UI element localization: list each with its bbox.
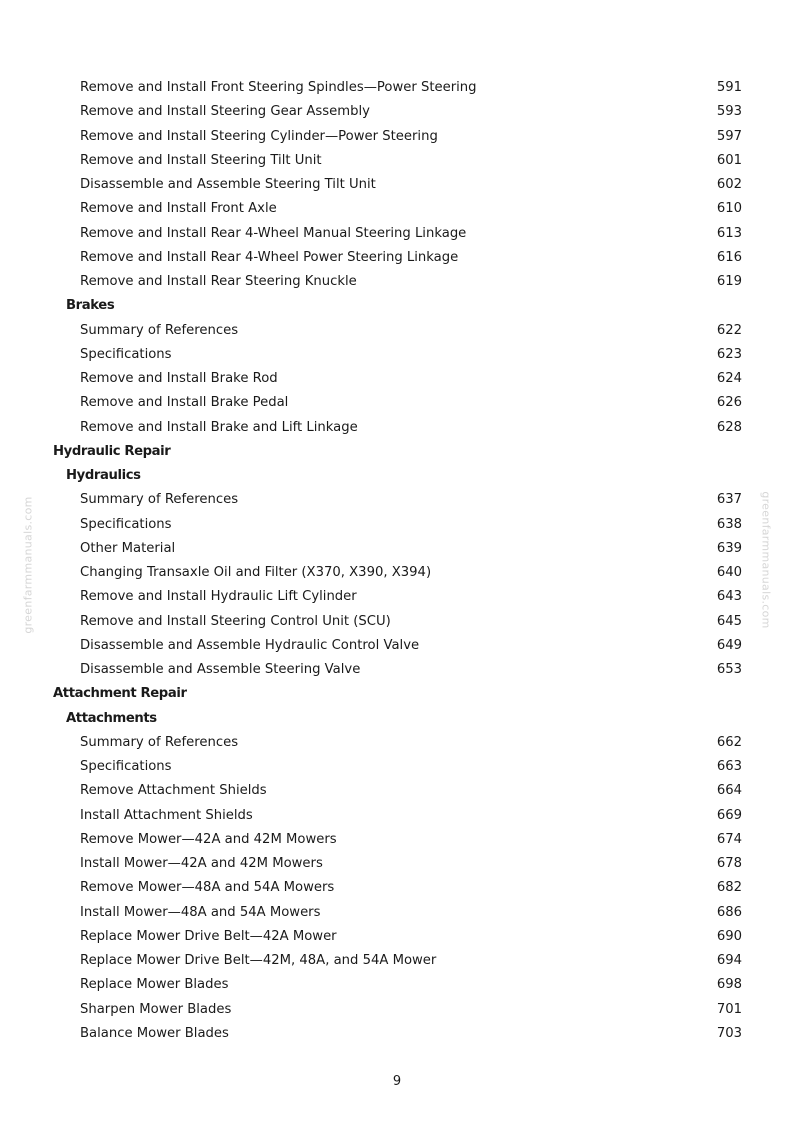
toc-entry-title: Install Attachment Shields — [80, 807, 253, 823]
toc-entry-page: 613 — [716, 225, 742, 241]
toc-entry-title: Remove and Install Brake Rod — [80, 371, 278, 386]
toc-entry[interactable] — [0, 76, 794, 100]
toc-entry-page: 628 — [716, 419, 742, 435]
toc-entry-page: 649 — [716, 637, 742, 653]
toc-entry[interactable] — [0, 852, 794, 876]
toc-entry-page: 638 — [716, 516, 742, 532]
toc-entry-title: Changing Transaxle Oil and Filter (X370, X390, X394) — [80, 565, 432, 580]
toc-entry-title: Remove and Install Brake and Lift Linkage — [80, 419, 358, 435]
toc-entry[interactable] — [0, 828, 794, 852]
toc-entry[interactable] — [0, 731, 794, 755]
toc-entry[interactable] — [0, 876, 794, 900]
toc-entry-page: 682 — [716, 880, 742, 896]
toc-entry-page: 639 — [716, 540, 742, 556]
table-of-contents — [0, 76, 794, 1046]
toc-entry-page: 664 — [716, 783, 742, 799]
toc-entry-title: Replace Mower Drive Belt—42A Mower — [80, 928, 337, 944]
toc-entry[interactable] — [0, 561, 794, 585]
toc-entry[interactable] — [0, 125, 794, 149]
toc-entry-page: 593 — [716, 104, 742, 120]
toc-section-heading[interactable] — [0, 707, 794, 731]
toc-entry-page: 678 — [716, 856, 742, 871]
toc-entry-title: Summary of References — [80, 734, 239, 750]
toc-entry-title: Attachments — [66, 710, 157, 726]
toc-entry-title: Remove and Install Rear 4-Wheel Manual Steering Linkage — [80, 225, 467, 241]
toc-entry[interactable] — [0, 779, 794, 803]
toc-entry-title: Remove and Install Steering Gear Assembly — [80, 104, 370, 120]
toc-entry[interactable] — [0, 343, 794, 367]
toc-entry[interactable] — [0, 197, 794, 221]
toc-entry-page: 610 — [716, 201, 742, 217]
toc-entry-page: 645 — [716, 613, 742, 629]
toc-entry-title: Remove and Install Rear 4-Wheel Power Steering Linkage — [80, 249, 459, 265]
toc-entry-page: 637 — [716, 492, 742, 508]
toc-entry-title: Replace Mower Blades — [80, 977, 229, 993]
page-number: 9 — [392, 1074, 402, 1089]
toc-entry-title: Summary of References — [80, 492, 239, 508]
toc-entry-title: Sharpen Mower Blades — [80, 1001, 232, 1017]
toc-entry[interactable] — [0, 1022, 794, 1046]
toc-entry-title: Hydraulic Repair — [53, 443, 171, 459]
toc-entry-page: 616 — [716, 249, 742, 265]
toc-entry-page: 674 — [716, 831, 742, 847]
toc-entry-title: Disassemble and Assemble Hydraulic Control Valve — [80, 637, 420, 653]
toc-entry-title: Disassemble and Assemble Steering Valve — [80, 662, 361, 677]
toc-entry-title: Remove and Install Front Steering Spindles—Power Steering — [80, 80, 477, 95]
toc-entry-title: Disassemble and Assemble Steering Tilt Unit — [80, 177, 376, 192]
toc-entry-page: 701 — [716, 1001, 742, 1017]
toc-entry-title: Remove and Install Hydraulic Lift Cylinder — [80, 589, 357, 605]
toc-entry-title: Remove and Install Rear Steering Knuckle — [80, 274, 357, 289]
toc-entry[interactable] — [0, 319, 794, 343]
toc-entry-title: Install Mower—42A and 42M Mowers — [80, 856, 323, 871]
toc-entry-title: Balance Mower Blades — [80, 1025, 229, 1041]
toc-entry-title: Install Mower—48A and 54A Mowers — [80, 904, 321, 920]
watermark-right: greenfarmmanuals.com — [759, 491, 773, 629]
toc-entry-page: 690 — [716, 928, 742, 944]
toc-entry-title: Brakes — [66, 298, 115, 314]
toc-entry[interactable] — [0, 658, 794, 682]
toc-entry-title: Remove and Install Brake Pedal — [80, 395, 289, 411]
toc-entry-title: Replace Mower Drive Belt—42M, 48A, and 54A Mower — [80, 953, 437, 968]
toc-entry[interactable] — [0, 149, 794, 173]
toc-entry[interactable] — [0, 634, 794, 658]
toc-entry-title: Remove Mower—48A and 54A Mowers — [80, 880, 335, 896]
toc-entry-title: Specifications — [80, 759, 172, 774]
toc-entry-page: 597 — [716, 128, 742, 144]
toc-entry[interactable] — [0, 804, 794, 828]
toc-entry-page: 601 — [716, 152, 742, 168]
toc-entry-title: Attachment Repair — [53, 686, 187, 702]
toc-entry-title: Remove and Install Steering Control Unit (SCU) — [80, 613, 391, 629]
toc-section-heading[interactable] — [0, 464, 794, 488]
toc-entry-page: 663 — [716, 759, 742, 774]
toc-entry[interactable] — [0, 391, 794, 415]
toc-entry-page: 626 — [716, 395, 742, 411]
toc-entry-page: 669 — [716, 807, 742, 823]
toc-entry-page: 686 — [716, 904, 742, 920]
toc-entry[interactable] — [0, 488, 794, 512]
toc-entry-page: 662 — [716, 734, 742, 750]
toc-chapter-heading[interactable] — [0, 682, 794, 706]
toc-entry[interactable] — [0, 173, 794, 197]
toc-entry[interactable] — [0, 246, 794, 270]
toc-entry-page: 694 — [716, 953, 742, 968]
toc-entry[interactable] — [0, 222, 794, 246]
toc-entry[interactable] — [0, 585, 794, 609]
toc-entry[interactable] — [0, 901, 794, 925]
toc-entry-title: Remove Mower—42A and 42M Mowers — [80, 831, 337, 847]
toc-entry[interactable] — [0, 537, 794, 561]
toc-entry[interactable] — [0, 416, 794, 440]
watermark-left: greenfarmmanuals.com — [21, 496, 35, 634]
toc-entry-page: 643 — [716, 589, 742, 605]
toc-entry-title: Remove and Install Steering Cylinder—Power Steering — [80, 128, 438, 144]
toc-entry-page: 698 — [716, 977, 742, 993]
toc-entry[interactable] — [0, 367, 794, 391]
toc-entry[interactable] — [0, 513, 794, 537]
toc-entry-page: 602 — [716, 177, 742, 192]
toc-chapter-heading[interactable] — [0, 440, 794, 464]
toc-entry-page: 619 — [716, 274, 742, 289]
toc-entry-title: Specifications — [80, 346, 172, 362]
toc-entry-title: Specifications — [80, 516, 172, 532]
toc-entry[interactable] — [0, 100, 794, 124]
toc-entry-page: 653 — [716, 662, 742, 677]
toc-entry-title: Remove Attachment Shields — [80, 783, 267, 799]
toc-entry-page: 623 — [716, 346, 742, 362]
toc-entry[interactable] — [0, 925, 794, 949]
toc-entry[interactable] — [0, 949, 794, 973]
toc-entry-title: Summary of References — [80, 322, 239, 338]
toc-entry-title: Remove and Install Front Axle — [80, 201, 277, 217]
toc-entry[interactable] — [0, 610, 794, 634]
toc-entry[interactable] — [0, 755, 794, 779]
toc-entry-page: 622 — [716, 322, 742, 338]
toc-entry[interactable] — [0, 998, 794, 1022]
toc-entry-title: Remove and Install Steering Tilt Unit — [80, 152, 322, 168]
toc-entry-title: Hydraulics — [66, 468, 141, 483]
toc-section-heading[interactable] — [0, 294, 794, 318]
toc-entry-title: Other Material — [80, 540, 176, 556]
toc-entry-page: 640 — [716, 565, 742, 580]
toc-entry-page: 624 — [716, 371, 742, 386]
toc-entry[interactable] — [0, 270, 794, 294]
toc-entry[interactable] — [0, 973, 794, 997]
toc-entry-page: 591 — [716, 80, 742, 95]
toc-entry-page: 703 — [716, 1025, 742, 1041]
